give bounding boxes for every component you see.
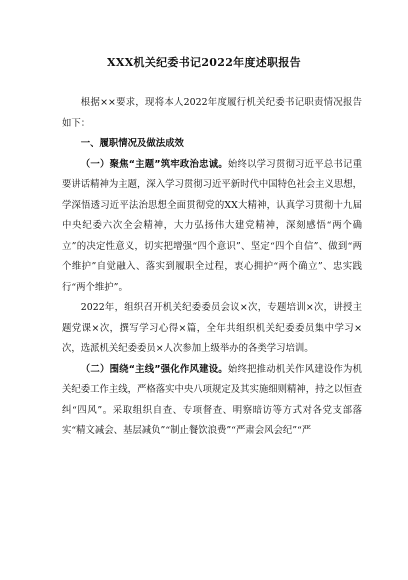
document-title: XXX机关纪委书记2022年度述职报告 (107, 56, 301, 69)
intro-paragraph: 根据××要求，现将本人2022年度履行机关纪委书记职责情况报告如下： (62, 97, 362, 129)
paragraph-2022-summary: 2022年，组织召开机关纪委委员会议×次，专题培训×次，讲授主题党课×次，撰写学习心得×篇，全年共组织机关纪委委员集中学习×次，选派机关纪委委员×人次参加上级举办的各类学习培训。 (62, 302, 362, 354)
item-1-lead: （一）聚焦“主题”筑牢政治忠诚。 (80, 158, 228, 170)
section-heading-text: 一、履职情况及做法成效 (80, 138, 184, 149)
item-1-text: 始终以学习贯彻习近平总书记重要讲话精神为主题，深入学习贯彻习近平新时代中国特色社会主义思想，学深悟透习近平法治思想全面贯彻党的XX大精神，认真学习贯彻十九届中央纪委六次全会精神，大力弘扬伟大建党精神，深刻感悟“两个确立”的决定性意义，切实把增强“四个意识”、坚定“四个自信”、做到“两个维护”自觉融入、落实到履职全过程，衷心拥护“两个确立”、忠实践行“两个维护”。 (62, 158, 363, 293)
item-2-lead: （二）围绕“主线”强化作风建设。 (80, 363, 228, 375)
document-body (62, 93, 362, 442)
item-2-text: 始终把推动机关作风建设作为机关纪委工作主线，严格落实中央八项规定及其实施细则精神，持之以恒查纠“四风”。采取组织自查、专项督查、明察暗访等方式对各党支部落实“精文减会、基层减负”“制止餐饮浪费”“严肃会风会纪”“严 (62, 363, 363, 436)
paragraph-item-2 (62, 360, 362, 442)
section-heading (62, 134, 362, 155)
paragraph-item-1 (62, 155, 362, 299)
